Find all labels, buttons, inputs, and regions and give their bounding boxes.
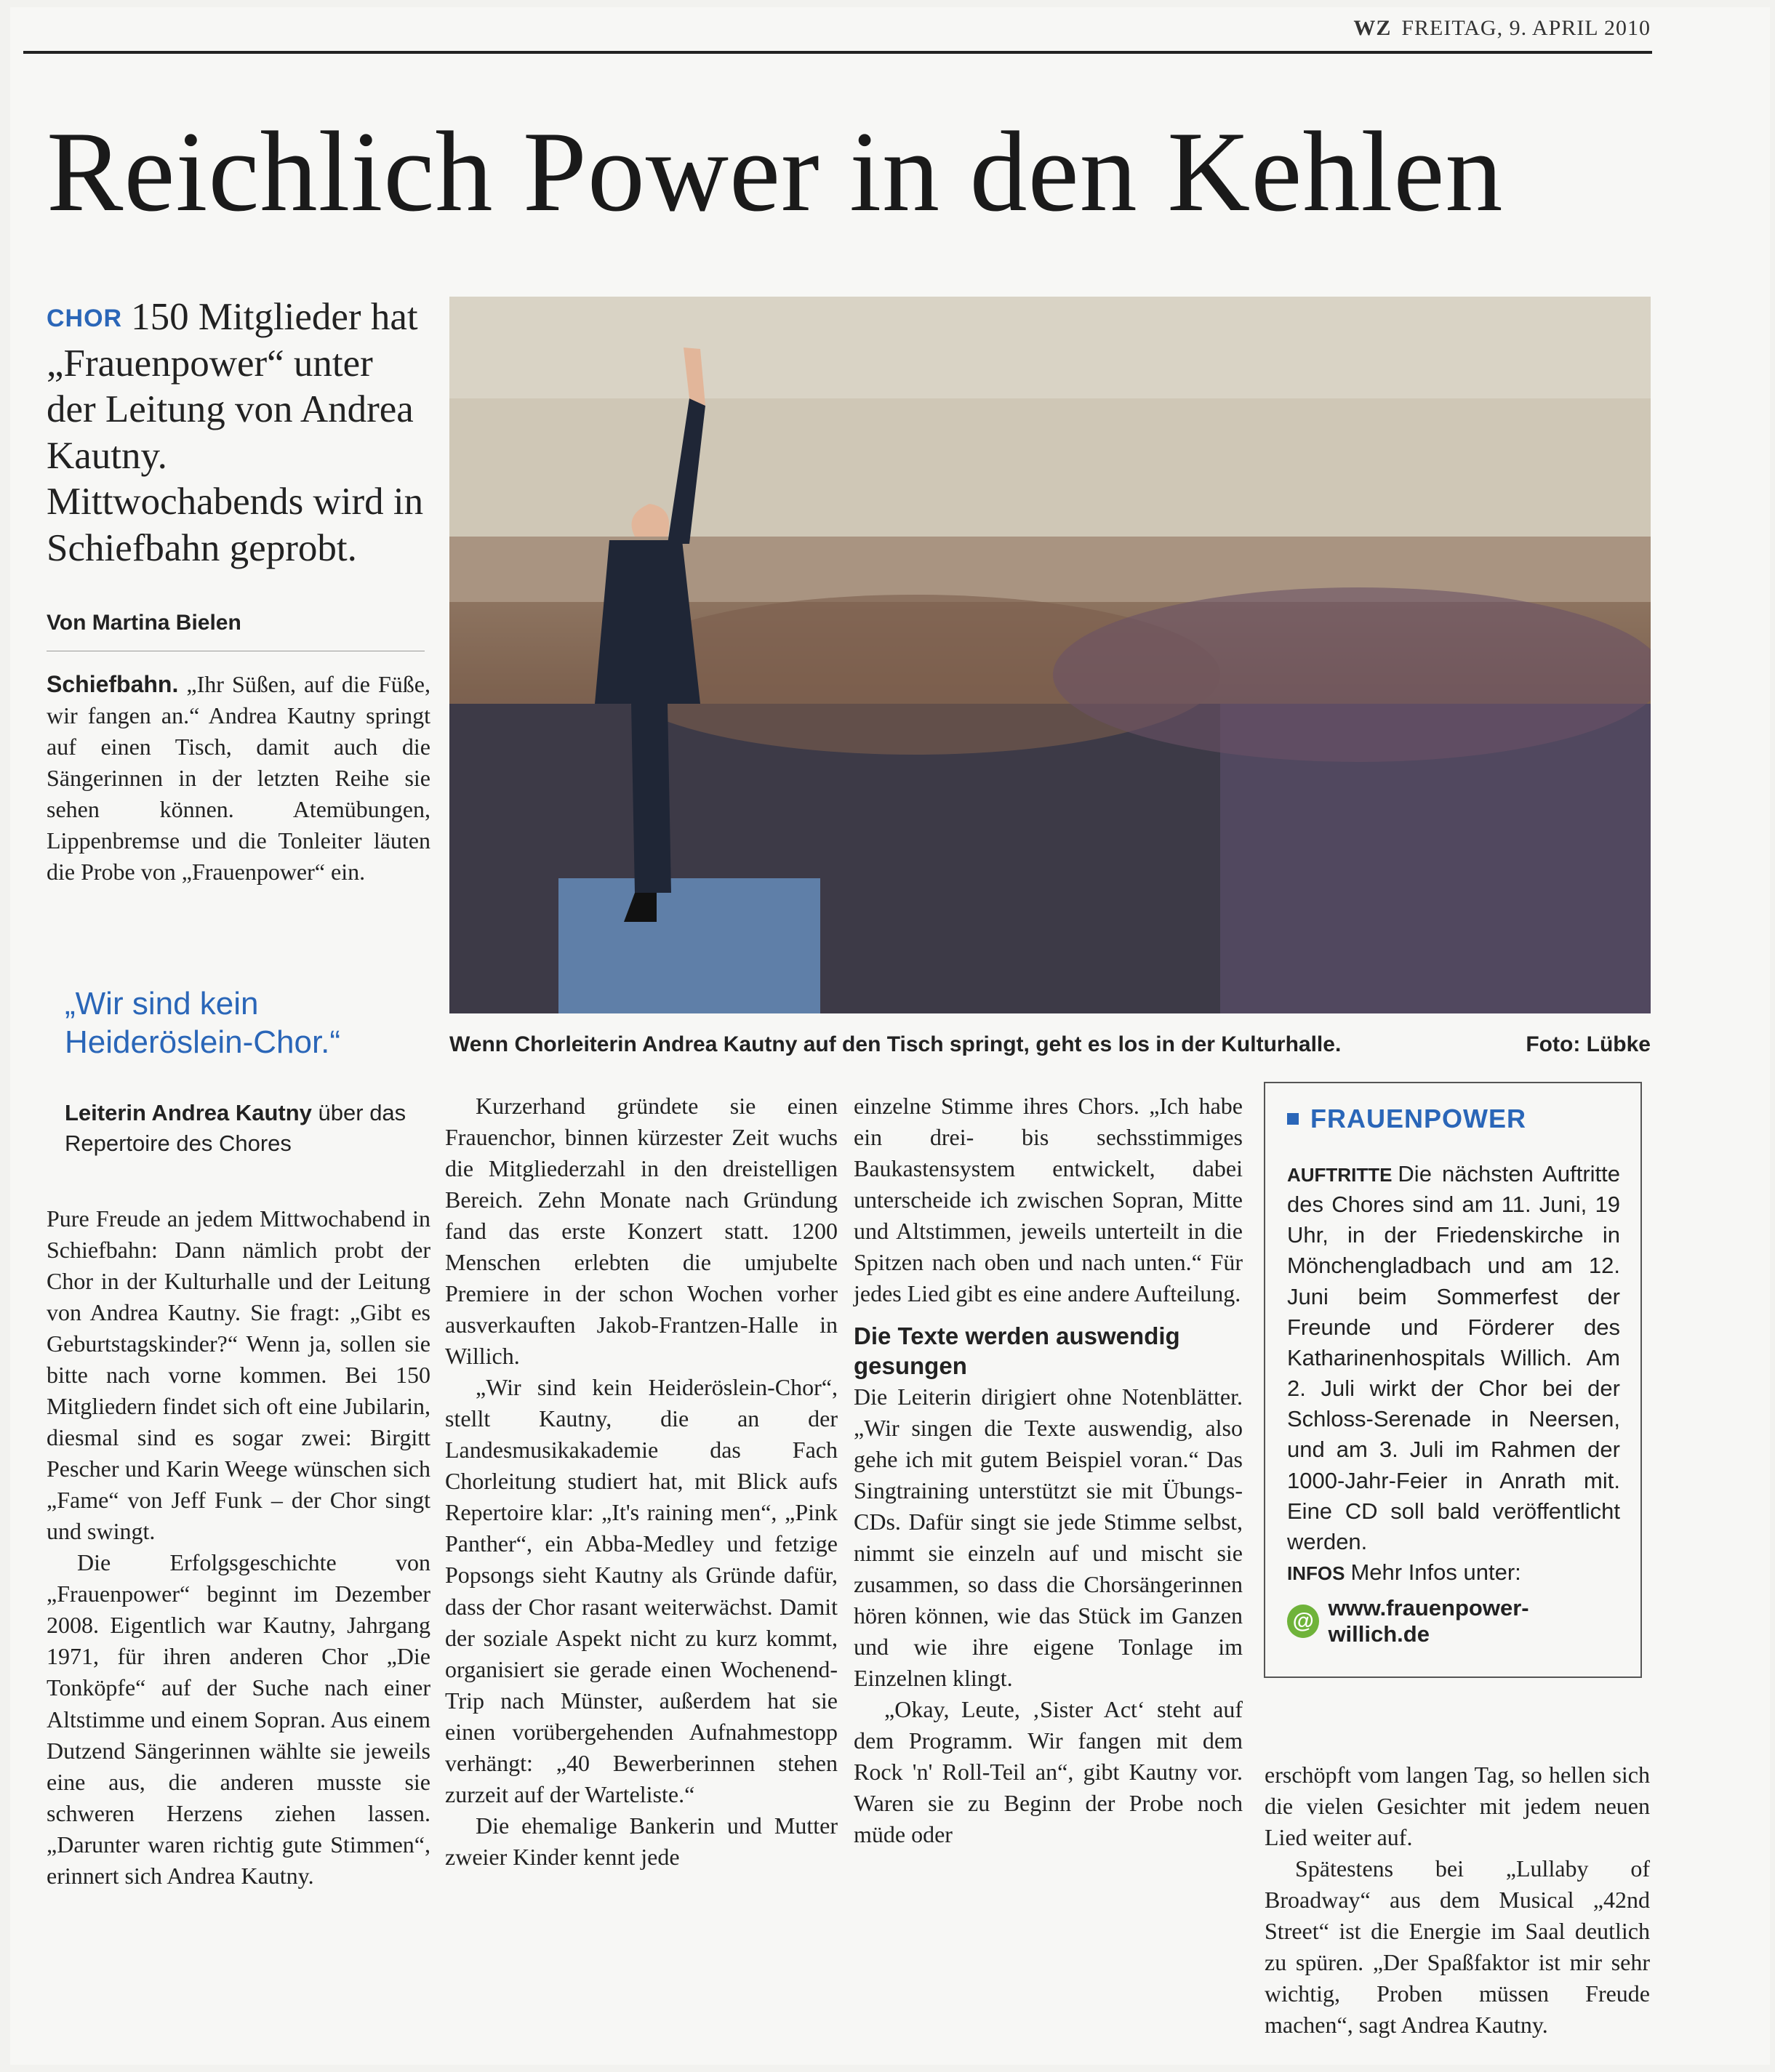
paragraph: Die ehemalige Bankerin und Mutter zweier Kinder kennt jede [445, 1812, 838, 1870]
info-label: AUFTRITTE [1287, 1164, 1393, 1186]
byline: Von Martina Bielen [47, 611, 241, 635]
column-1 [47, 1203, 430, 1892]
column-4 [1265, 1759, 1650, 2041]
headline: Reichlich Power in den Kehlen [47, 108, 1504, 236]
performances-info [1287, 1159, 1620, 1557]
lead-paragraph [47, 294, 425, 572]
page-header [1101, 16, 1651, 41]
paper-name: WZ [1353, 16, 1392, 40]
column-3 [854, 1091, 1243, 1850]
paragraph: „Okay, Leute, ‚Sister Act‘ steht auf dem Programm. Wir fangen mit dem Rock 'n' Roll-Teil an“, gibt Kautny vor. Waren sie zu Beginn der Probe noch müde oder [854, 1696, 1243, 1848]
subheading: Die Texte werden auswendig gesungen [854, 1322, 1180, 1380]
kicker: CHOR [47, 305, 123, 332]
intro-paragraph [47, 669, 430, 888]
dateline: Schiefbahn. [47, 671, 179, 697]
quote-source-name: Leiterin Andrea Kautny [65, 1100, 312, 1125]
choir-photo [449, 297, 1651, 1013]
website-url[interactable]: www.frauenpower-willich.de [1328, 1595, 1529, 1647]
info-text: Mehr Infos unter: [1350, 1559, 1521, 1586]
pull-quote: „Wir sind kein Heideröslein-Chor.“ [65, 986, 341, 1060]
info-label: INFOS [1287, 1562, 1345, 1585]
paragraph: erschöpft vom langen Tag, so hellen sich die vielen Gesichter mit jedem neuen Lied weiter auf. [1265, 1762, 1650, 1851]
photo-illustration [449, 297, 1651, 1013]
lead-text: 150 Mitglieder hat „Frauenpower“ unter der Leitung von Andrea Kautny. Mittwochabends wird in Schiefbahn geprobt. [47, 296, 424, 569]
quote-source-desc: über das Repertoire des Chores [65, 1100, 406, 1156]
photo-credit: Foto: Lübke [1526, 1032, 1651, 1056]
header-rule [23, 51, 1652, 54]
info-text: Die nächsten Auftritte des Chores sind am 11. Juni, 19 Uhr, in der Friedenskirche in Mönchengladbach und am 12. Juni beim Sommerfest der Freunde und Förderer des Katharinenhospitals Willich. Am 2. Juli wirkt der Chor bei der Schloss-Serenade in Neersen, und am 3. Juli im Rahmen der 1000-Jahr-Feier in Anrath mit. Eine CD soll bald veröffentlicht werden. [1287, 1161, 1620, 1554]
issue-date: FREITAG, 9. APRIL 2010 [1401, 16, 1651, 40]
info-box [1264, 1082, 1642, 1678]
column-2 [445, 1091, 838, 1873]
paragraph: Pure Freude an jedem Mittwochabend in Schiefbahn: Dann nämlich probt der Chor in der Kulturhalle und der Leitung von Andrea Kautny. Sie fragt: „Gibt es Geburtstagskinder?“ Wenn ja, sollen sie bitte nach vorne kommen. Bei 150 Mitgliedern findet sich oft eine Jubilarin, diesmal sind es sogar zwei: Birgitt Pescher und Karin Weege wünschen sich „Fame“ von Jeff Funk – der Chor singt und swingt. [47, 1205, 430, 1545]
paragraph: Die Leiterin dirigiert ohne Notenblätter. „Wir singen die Texte auswendig, also gehe ich mit gutem Beispiel voran.“ Das Singtraining unterstützt sie mit Übungs-CDs. Dafür singt sie jede Stimme selbst, nimmt sie einzeln auf und mischt sie zusammen, so dass die Chorsängerinnen hören können, wie das Stück im Ganzen und wie ihre eigene Tonlage im Einzelnen klingt. [854, 1383, 1243, 1691]
info-box-title: FRAUENPOWER [1287, 1104, 1620, 1134]
paragraph: „Wir sind kein Heideröslein-Chor“, stellt Kautny, die an der Landesmusikakademie das Fach Chorleitung studiert hat, mit Blick aufs Repertoire klar: „It's raining men“, „Pink Panther“, ein Abba-Medley und fetzige Popsongs sieht Kautny als Gründe dafür, dass der Chor rasant weiterwächst. Damit der soziale Aspekt nicht zu kurz kommt, organisiert sie gerade einen Wochenend-Trip nach Münster, außerdem hat sie einen vorübergehenden Aufnahmestopp verhängt: „40 Bewerberinnen stehen zurzeit auf der Warteliste.“ [445, 1374, 838, 1807]
paragraph: Spätestens bei „Lullaby of Broadway“ aus dem Musical „42nd Street“ ist die Energie im Saal deutlich zu spüren. „Der Spaßfaktor ist mir sehr wichtig, Proben müssen Freude machen“, sagt Andrea Kautny. [1265, 1855, 1650, 2039]
website-link[interactable] [1287, 1595, 1620, 1647]
at-icon: @ [1287, 1605, 1319, 1638]
square-bullet-icon [1287, 1113, 1299, 1125]
paragraph: einzelne Stimme ihres Chors. „Ich habe ein drei- bis sechsstimmiges Baukastensystem entwickelt, dabei unterscheide ich zwischen Sopran, Mitte und Altstimmen, jeweils unterteilt in die Spitzen nach oben und nach unten.“ Für jedes Lied gibt es eine andere Aufteilung. [854, 1093, 1243, 1307]
intro-text: „Ihr Süßen, auf die Füße, wir fangen an.“ Andrea Kautny springt auf einen Tisch, damit auch die Sängerinnen in der letzten Reihe sie sehen können. Atemübungen, Lippenbremse und die Tonleiter läuten die Probe von „Frauenpower“ ein. [47, 671, 430, 886]
pull-quote-source [65, 1098, 406, 1159]
paragraph: Die Erfolgsgeschichte von „Frauenpower“ beginnt im Dezember 2008. Eigentlich war Kautny, Jahrgang 1971, für ihren anderen Chor „Die Tonköpfe“ auf der Suche nach einer Altstimme und einem Sopran. Aus einem Dutzend Sängerinnen wählte sie jeweils eine aus, die anderen musste sie schweren Herzens ziehen lassen. „Darunter waren richtig gute Stimmen“, erinnert sich Andrea Kautny. [47, 1549, 430, 1889]
more-info [1287, 1557, 1620, 1588]
newspaper-page [10, 7, 1770, 2065]
paragraph: Kurzerhand gründete sie einen Frauenchor, binnen kürzester Zeit wuchs die Mitgliederzahl in den dreistelligen Bereich. Zehn Monate nach Gründung fand das erste Konzert statt. 1200 Menschen erlebten die umjubelte Premiere in der schon Wochen vorher ausverkauften Jakob-Frantzen-Halle in Willich. [445, 1093, 838, 1370]
photo-caption: Wenn Chorleiterin Andrea Kautny auf den Tisch springt, geht es los in der Kulturhalle. [449, 1032, 1342, 1056]
